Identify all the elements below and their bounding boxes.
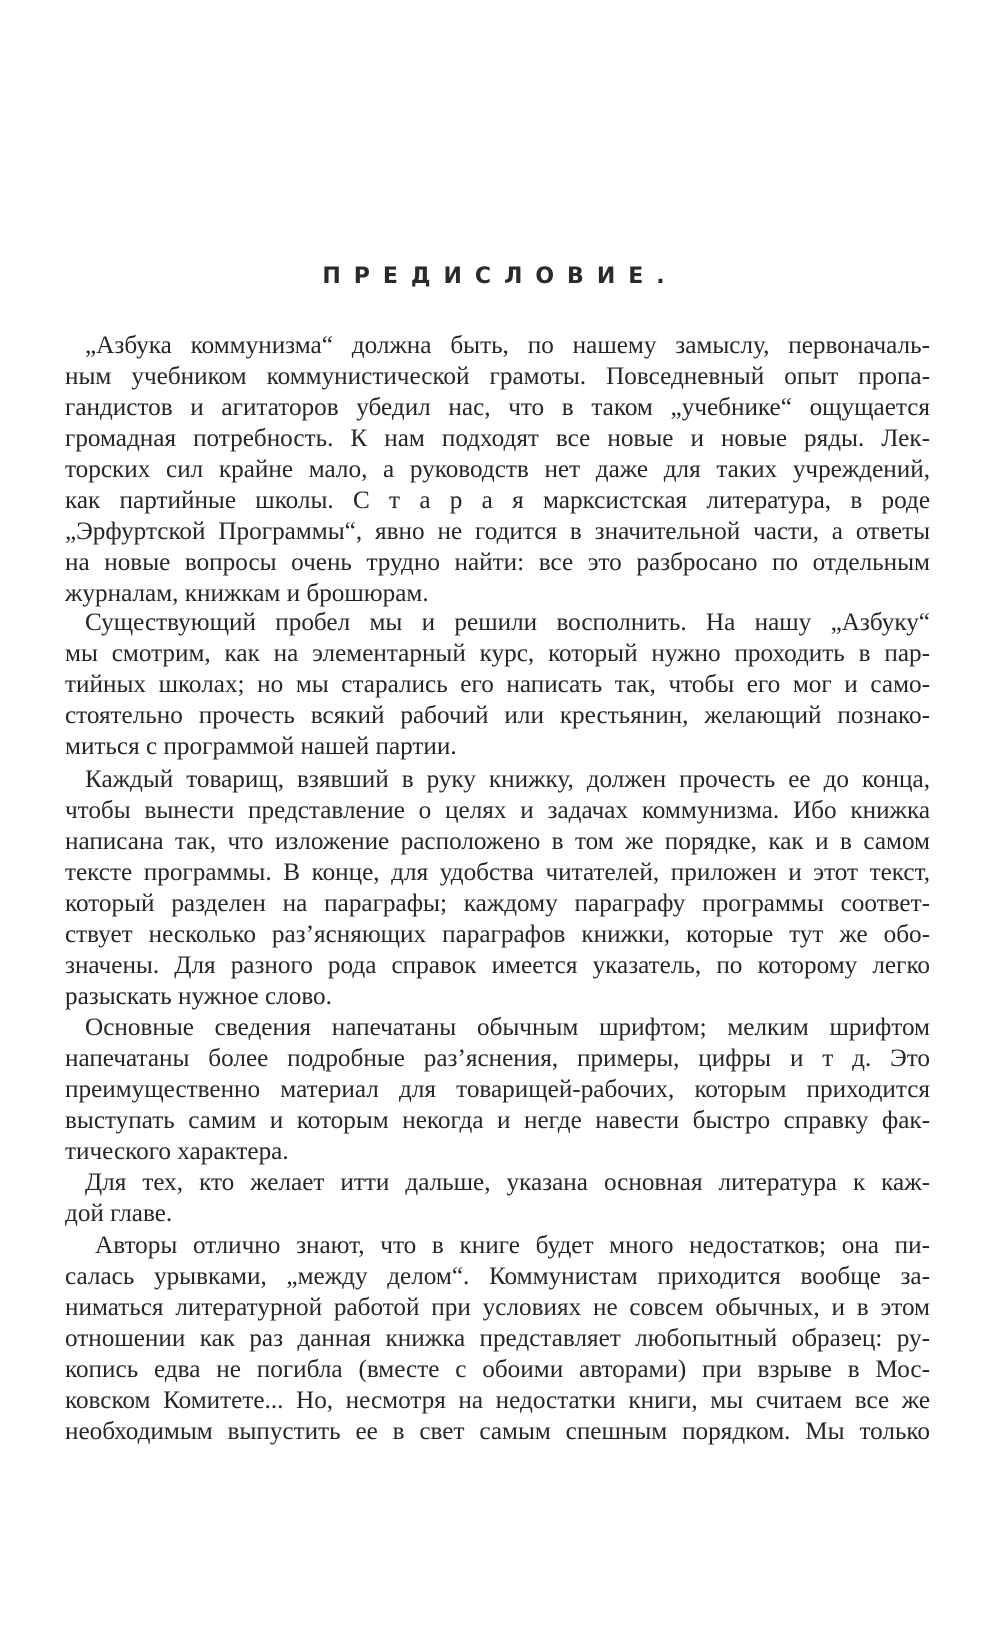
text-line: разыскать нужное слово. — [65, 983, 332, 1010]
text-line: ным учебником коммунистической грамоты. Повседневный опыт пропа- — [65, 363, 930, 390]
text-line: тического характера. — [65, 1138, 289, 1165]
paragraph-4 — [65, 1012, 930, 1167]
text-line: гандистов и агитаторов убедил нас, что в таком „учебнике“ ощущается — [65, 394, 930, 421]
text-line: необходимым выпустить ее в свет самым спешным порядком. Мы только — [65, 1418, 930, 1445]
text-line: который разделен на параграфы; каждому параграфу программы соответ- — [65, 890, 930, 917]
text-line: „Азбука коммунизма“ должна быть, по нашему замыслу, первоначаль- — [85, 332, 930, 359]
text-line: как партийные школы. С т а р а я марксистская литература, в роде — [65, 487, 930, 514]
text-line: „Эрфуртской Программы“, явно не годится в значительной части, а ответы — [65, 518, 930, 545]
page-heading: ПРЕДИСЛОВИЕ. — [322, 264, 678, 289]
text-line: написана так, что изложение расположено в том же порядке, как и в самом — [65, 828, 930, 855]
text-line: отношении как раз данная книжка представляет любопытный образец: ру- — [65, 1325, 930, 1352]
text-line: Для тех, кто желает итти дальше, указана основная литература к каж- — [85, 1169, 930, 1196]
paragraph-1 — [65, 330, 930, 609]
text-line: салась урывками, „между делом“. Коммунистам приходится вообще за- — [65, 1263, 930, 1290]
text-line: журналам, книжкам и брошюрам. — [65, 580, 429, 607]
text-line: тийных школах; но мы старались его написать так, чтобы его мог и само- — [65, 671, 930, 698]
text-line: копись едва не погибла (вместе с обоими авторами) при взрыве в Мос- — [65, 1356, 930, 1383]
text-line: напечатаны более подробные раз’яснения, примеры, цифры и т д. Это — [65, 1045, 930, 1072]
paragraph-6 — [65, 1230, 930, 1447]
text-line: мы смотрим, как на элементарный курс, который нужно проходить в пар- — [65, 640, 930, 667]
text-line: торских сил крайне мало, а руководств нет даже для таких учреждений, — [65, 456, 930, 483]
text-line: тексте программы. В конце, для удобства читателей, приложен и этот текст, — [65, 859, 930, 886]
text-line: на новые вопросы очень трудно найти: все это разбросано по отдельным — [65, 549, 930, 576]
text-line: выступать самим и которым некогда и негде навести быстро справку фак- — [65, 1107, 930, 1134]
paragraph-5 — [65, 1167, 930, 1229]
text-line: ствует несколько раз’ясняющих параграфов книжки, которые тут же обо- — [65, 921, 930, 948]
text-line: стоятельно прочесть всякий рабочий или крестьянин, желающий познако- — [65, 702, 930, 729]
text-line: чтобы вынести представление о целях и задачах коммунизма. Ибо книжка — [65, 797, 930, 824]
text-line: преимущественно материал для товарищей-рабочих, которым приходится — [65, 1076, 930, 1103]
text-line: Основные сведения напечатаны обычным шрифтом; мелким шрифтом — [85, 1014, 930, 1041]
text-line: Авторы отлично знают, что в книге будет много недостатков; она пи- — [95, 1232, 930, 1259]
text-line: дой главе. — [65, 1200, 173, 1227]
paragraph-2 — [65, 607, 930, 762]
text-line: ниматься литературной работой при условиях не совсем обычных, и в этом — [65, 1294, 930, 1321]
paragraph-3 — [65, 764, 930, 1012]
text-line: значены. Для разного рода справок имеется указатель, по которому легко — [65, 952, 930, 979]
text-line: миться с программой нашей партии. — [65, 733, 457, 760]
text-line: Существующий пробел мы и решили восполнить. На нашу „Азбуку“ — [85, 609, 930, 636]
text-line: ковском Комитете... Но, несмотря на недостатки книги, мы считаем все же — [65, 1387, 930, 1414]
text-line: Каждый товарищ, взявший в руку книжку, должен прочесть ее до конца, — [85, 766, 930, 793]
text-line: громадная потребность. К нам подходят все новые и новые ряды. Лек- — [65, 425, 930, 452]
